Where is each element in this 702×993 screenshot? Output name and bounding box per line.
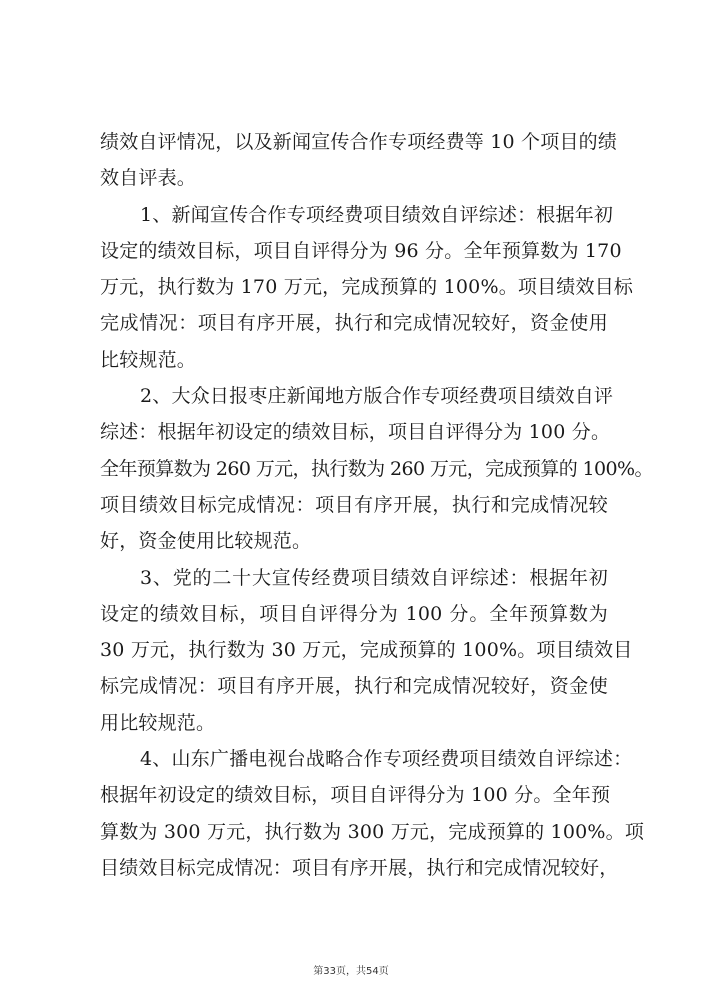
text-line: 比较规范。 bbox=[100, 348, 197, 371]
text-line: 设定的绩效目标，项目自评得分为 100 分。全年预算数为 bbox=[100, 602, 608, 625]
text-line: 目绩效目标完成情况：项目有序开展，执行和完成情况较好， bbox=[100, 856, 619, 879]
page-number-footer: 第33页，共54页 bbox=[313, 966, 389, 977]
paragraph-item-1 bbox=[100, 197, 634, 378]
text-line: 用比较规范。 bbox=[100, 711, 216, 734]
text-line: 绩效自评情况，以及新闻宣传合作专项经费等 10 个项目的绩 bbox=[100, 131, 618, 153]
text-line: 1、新闻宣传合作专项经费项目绩效自评综述：根据年初 bbox=[140, 203, 614, 226]
text-line: 好，资金使用比较规范。 bbox=[100, 530, 312, 553]
paragraph-item-4 bbox=[100, 741, 645, 886]
paragraph-item-3 bbox=[100, 560, 633, 741]
text-line: 万元，执行数为 170 万元，完成预算的 100%。项目绩效目标 bbox=[100, 276, 634, 299]
paragraph-intro bbox=[100, 124, 618, 197]
text-line: 3、党的二十大宣传经费项目绩效自评综述：根据年初 bbox=[140, 566, 608, 589]
text-line: 30 万元，执行数为 30 万元，完成预算的 100%。项目绩效目 bbox=[100, 639, 633, 662]
text-line: 项目绩效目标完成情况：项目有序开展，执行和完成情况较 bbox=[100, 493, 608, 516]
text-line: 设定的绩效目标，项目自评得分为 96 分。全年预算数为 170 bbox=[100, 239, 622, 262]
text-line: 综述：根据年初设定的绩效目标，项目自评得分为 100 分。 bbox=[100, 421, 611, 444]
text-line: 2、大众日报枣庄新闻地方版合作专项经费项目绩效自评 bbox=[140, 385, 614, 408]
text-line: 4、山东广播电视台战略合作专项经费项目绩效自评综述： bbox=[140, 748, 633, 771]
text-line: 算数为 300 万元，执行数为 300 万元，完成预算的 100%。项 bbox=[100, 820, 645, 843]
document-body bbox=[100, 124, 653, 886]
text-line: 效自评表。 bbox=[100, 167, 197, 190]
text-line: 完成情况：项目有序开展，执行和完成情况较好，资金使用 bbox=[100, 312, 608, 335]
text-line: 标完成情况：项目有序开展，执行和完成情况较好，资金使 bbox=[100, 675, 608, 698]
text-line: 根据年初设定的绩效目标，项目自评得分为 100 分。全年预 bbox=[100, 784, 611, 807]
paragraph-item-2 bbox=[100, 378, 653, 559]
text-line: 全年预算数为 260 万元，执行数为 260 万元，完成预算的 100%。 bbox=[100, 457, 653, 480]
